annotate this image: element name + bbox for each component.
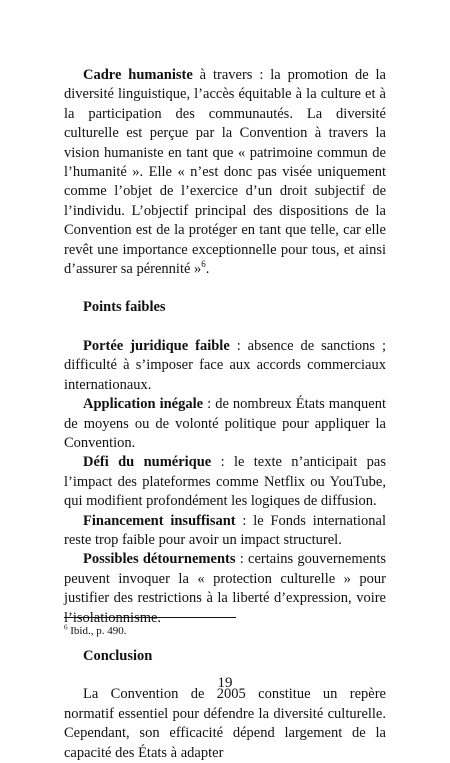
paragraph-text: à travers : la promotion de la diversité linguistique, l’accès équitable à la culture et à la participation des communautés. La diversité culturelle est perçue par la Convention à travers la vision humaniste en tant que « patrimoine commun de l’humanité ». Elle « n’est donc pas visée uniquement comme l’objet de l’exercice d’un droit subjectif de l’individu. L’objectif principal des dispositions de la Convention est de la protéger en tant que telle, car elle revêt une importance exceptionnelle pour tous, et ainsi d’assurer sa pérennité » [64, 67, 386, 278]
section-heading-points-faibles: Points faibles [83, 299, 166, 316]
bold-term: Application inégale [83, 396, 204, 413]
paragraph-text: : absence de sanctions ; difficulté à s’imposer face aux accords commerciaux internationaux. [64, 337, 387, 393]
footnote-number: 6 [64, 623, 68, 632]
bold-term: Possibles détournements [83, 551, 236, 568]
paragraph-application-inegale [64, 395, 386, 453]
bold-term: Défi du numérique [83, 454, 212, 471]
footnote-text: Ibid., p. 490. [67, 625, 127, 637]
body-text [64, 66, 386, 763]
page-number: 19 [217, 675, 233, 691]
bold-term: Portée juridique faible [83, 337, 230, 354]
paragraph-text: : le texte n’anticipait pas l’impact des plateformes comme Netflix ou YouTube, qui modifient profondément les logiques de diffusion. [64, 454, 386, 510]
paragraph-text: : de nombreux États manquent de moyens ou de volonté politique pour appliquer la Convention. [64, 396, 386, 451]
paragraph-conclusion [64, 685, 386, 763]
paragraph-text: : certains gouvernements peuvent invoquer la « protection culturelle » pour justifier des restrictions à la liberté d’expression, voire l’isolationnisme. [64, 551, 386, 626]
footnote-reference[interactable]: 6 [201, 259, 206, 270]
paragraph-text: : le Fonds international reste trop faible pour avoir un impact structurel. [64, 512, 386, 548]
bold-term: Cadre humaniste [83, 67, 193, 83]
paragraph-financement [64, 512, 386, 551]
footnote-divider [64, 617, 236, 618]
paragraph-text: La Convention de 2005 constitue un repère normatif essentiel pour défendre la diversité culturelle. Cependant, son efficacité dépend largement de la capacité des États à adapter [64, 686, 386, 761]
section-heading-conclusion: Conclusion [83, 647, 153, 664]
paragraph-portee-juridique [64, 337, 386, 395]
paragraph-cadre-humaniste [64, 66, 386, 279]
bold-term: Financement insuffisant [83, 512, 236, 529]
footnote [64, 624, 126, 638]
paragraph-end: . [205, 261, 210, 278]
paragraph-defi-numerique [64, 453, 386, 511]
